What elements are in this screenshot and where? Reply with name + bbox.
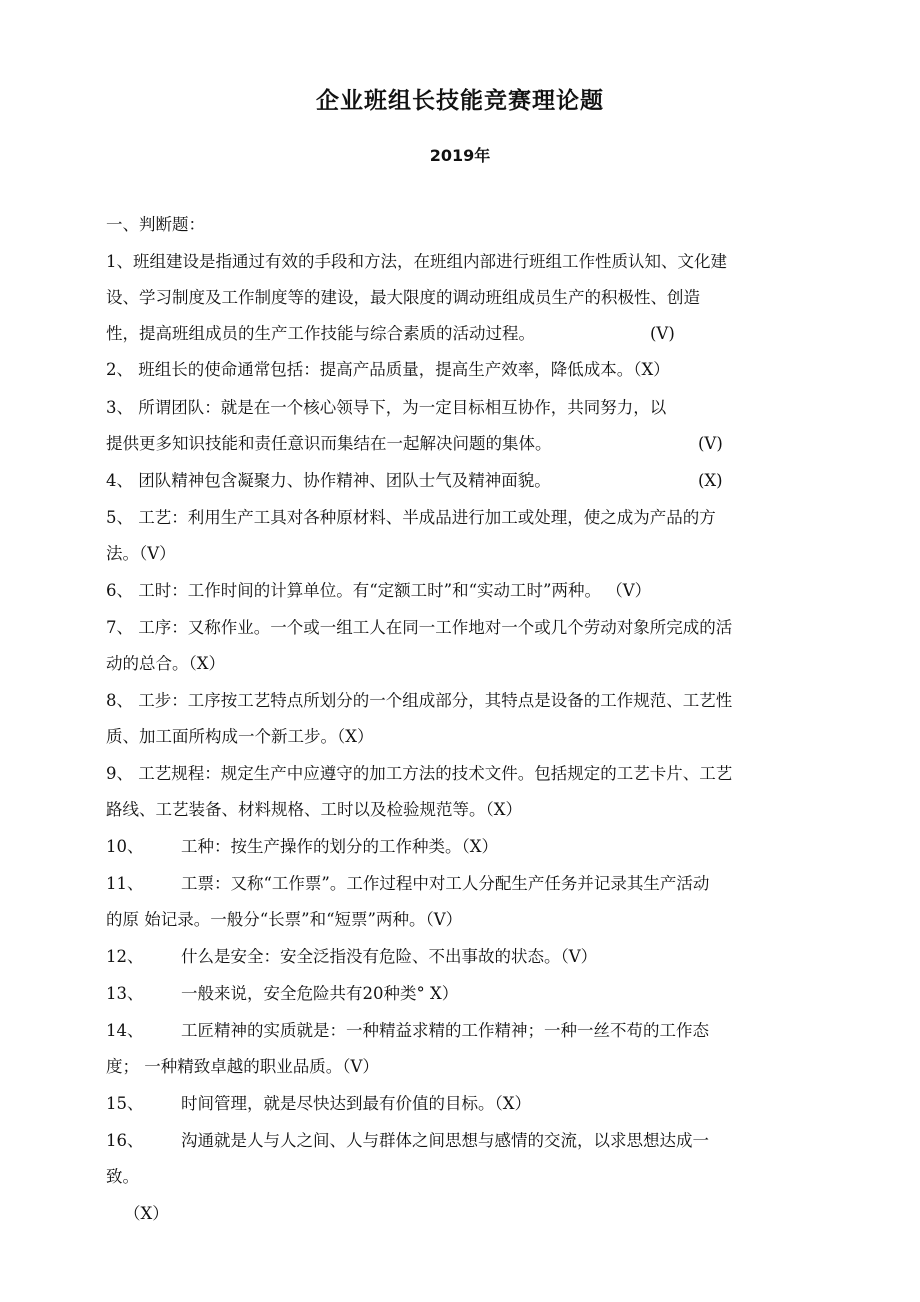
item-16-number: 16、 [106, 1131, 144, 1150]
item-7-line-1: 7、 工序：又称作业。一个或一组工人在同一工作地对一个或几个劳动对象所完成的活 [106, 618, 733, 637]
item-3-answer-mark: (V) [698, 434, 723, 453]
item-16-line-1: 沟通就是人与人之间、人与群体之间思想与感情的交流，以求思想达成一 [181, 1131, 709, 1150]
item-5-line-2: 法。（V） [106, 544, 176, 563]
item-1-line-3: 性，提高班组成员的生产工作技能与综合素质的活动过程。 [106, 324, 535, 343]
item-14-number: 14、 [106, 1021, 144, 1040]
item-9-line-2: 路线、工艺装备、材料规格、工时以及检验规范等。（X） [106, 800, 522, 819]
item-10-line-1: 工种：按生产操作的划分的工作种类。（X） [181, 837, 498, 856]
document-year: 2019年 [429, 146, 491, 165]
item-1-line-1: 1、班组建设是指通过有效的手段和方法，在班组内部进行班组工作性质认知、文化建 [106, 252, 727, 271]
item-7-line-2: 动的总合。（X） [106, 654, 225, 673]
item-1-line-2: 设、学习制度及工作制度等的建设，最大限度的调动班组成员生产的积极性、创造 [106, 288, 700, 307]
section-heading: 一、判断题： [106, 215, 205, 234]
item-13-number: 13、 [106, 984, 144, 1003]
item-5-line-1: 5、 工艺：利用生产工具对各种原材料、半成品进行加工或处理，使之成为产品的方 [106, 508, 716, 527]
item-1-answer-mark: (V) [650, 324, 675, 343]
item-2-line-1: 2、 班组长的使命通常包括：提高产品质量，提高生产效率，降低成本。（X） [106, 360, 670, 379]
item-11-line-2: 的原 始记录。一般分“长票”和“短票”两种。（V） [106, 910, 463, 929]
item-12-number: 12、 [106, 947, 144, 966]
item-3-line-2: 提供更多知识技能和责任意识而集结在一起解决问题的集体。 [106, 434, 552, 453]
item-10-number: 10、 [106, 837, 144, 856]
item-15-number: 15、 [106, 1094, 144, 1113]
item-16-line-2: 致。 [106, 1167, 139, 1186]
item-8-line-1: 8、 工步：工序按工艺特点所划分的一个组成部分，其特点是设备的工作规范、工艺性 [106, 691, 733, 710]
item-12-line-1: 什么是安全：安全泛指没有危险、不出事故的状态。（V） [181, 947, 598, 966]
item-6-line-1: 6、 工时：工作时间的计算单位。有“定额工时”和“实动工时”两种。 （V） [106, 581, 652, 600]
item-13-line-1: 一般来说，安全危险共有20种类° X） [181, 984, 459, 1003]
item-11-number: 11、 [106, 874, 144, 893]
item-9-line-1: 9、 工艺规程：规定生产中应遵守的加工方法的技术文件。包括规定的工艺卡片、工艺 [106, 764, 733, 783]
item-4-answer-mark: (X) [698, 471, 723, 490]
document-title: 企业班组长技能竞赛理论题 [316, 88, 604, 114]
item-8-line-2: 质、加工面所构成一个新工步。（X） [106, 727, 374, 746]
item-4-line-1: 4、 团队精神包含凝聚力、协作精神、团队士气及精神面貌。 [106, 471, 551, 490]
item-3-line-1: 3、 所谓团队：就是在一个核心领导下，为一定目标相互协作，共同努力，以 [106, 398, 667, 417]
item-14-line-2: 度； 一种精致卓越的职业品质。（V） [106, 1057, 379, 1076]
item-11-line-1: 工票：又称“工作票”。工作过程中对工人分配生产任务并记录其生产活动 [181, 874, 710, 893]
item-15-line-1: 时间管理，就是尽快达到最有价值的目标。（X） [181, 1094, 531, 1113]
item-14-line-1: 工匠精神的实质就是：一种精益求精的工作精神；一种一丝不苟的工作态 [181, 1021, 709, 1040]
item-16-answer-mark: （X） [124, 1204, 169, 1223]
